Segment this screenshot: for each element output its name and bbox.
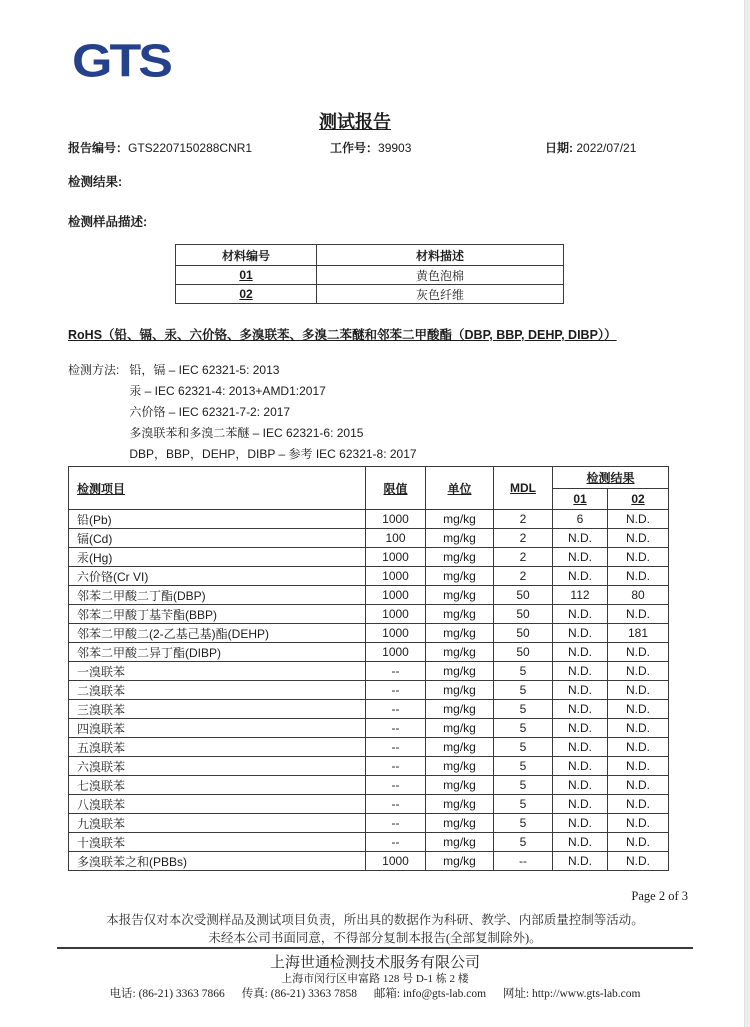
test-item: 十溴联苯 [69,833,366,852]
limit-value: -- [366,719,426,738]
result-02-value: 181 [608,624,669,643]
unit-value: mg/kg [426,586,494,605]
result-row [69,548,669,567]
mdl-value: 50 [494,624,553,643]
unit-value: mg/kg [426,757,494,776]
result-02-value: N.D. [608,700,669,719]
result-01-value: 6 [553,510,608,529]
company-address: 上海市闵行区申富路 128 号 D-1 栋 2 楼 [281,973,469,985]
result-row [69,510,669,529]
unit-value: mg/kg [426,529,494,548]
result-01-value: N.D. [553,643,608,662]
test-item: 六价铬(Cr VI) [69,567,366,586]
material-no-header: 材料编号 [176,245,317,266]
test-method-block [68,360,417,465]
result-01-value: N.D. [553,833,608,852]
unit-value: mg/kg [426,795,494,814]
result-01-value: N.D. [553,757,608,776]
test-item: 邻苯二甲酸二异丁酯(DIBP) [69,643,366,662]
result-01-value: 112 [553,586,608,605]
result-02-value: N.D. [608,776,669,795]
result-02-value: 80 [608,586,669,605]
test-item: 汞(Hg) [69,548,366,567]
unit-value: mg/kg [426,852,494,871]
result-01-value: N.D. [553,814,608,833]
unit-column-header: 单位 [426,467,494,510]
mdl-value: 50 [494,643,553,662]
test-item: 邻苯二甲酸二丁酯(DBP) [69,586,366,605]
result-row [69,757,669,776]
unit-value: mg/kg [426,776,494,795]
unit-value: mg/kg [426,833,494,852]
result-02-value: N.D. [608,738,669,757]
result-02-value: N.D. [608,833,669,852]
unit-value: mg/kg [426,662,494,681]
sample-01-header: 01 [553,489,608,510]
mdl-value: 5 [494,833,553,852]
result-row [69,814,669,833]
test-item: 镉(Cd) [69,529,366,548]
limit-value: -- [366,662,426,681]
result-02-value: N.D. [608,643,669,662]
result-row [69,795,669,814]
item-column-header: 检测项目 [69,467,366,510]
limit-value: -- [366,776,426,795]
mdl-value: 5 [494,738,553,757]
result-row [69,700,669,719]
mdl-value: 50 [494,586,553,605]
test-method-line: 铅，镉 – IEC 62321-5: 2013 [129,363,280,377]
job-number [330,139,411,156]
mdl-value: 5 [494,700,553,719]
result-row [69,852,669,871]
test-item: 五溴联苯 [69,738,366,757]
page-number: Page 2 of 3 [631,889,688,903]
result-row [69,643,669,662]
limit-value: -- [366,738,426,757]
limit-value: 1000 [366,510,426,529]
material-desc-header: 材料描述 [317,245,564,266]
limit-value: -- [366,681,426,700]
mdl-value: 2 [494,510,553,529]
test-item: 九溴联苯 [69,814,366,833]
result-02-value: N.D. [608,662,669,681]
mdl-column-header: MDL [494,467,553,510]
report-number [68,139,252,156]
material-desc: 灰色纤维 [317,285,564,304]
unit-value: mg/kg [426,738,494,757]
limit-value: 1000 [366,624,426,643]
test-item: 邻苯二甲酸二(2-乙基己基)酯(DEHP) [69,624,366,643]
job-number-value: 39903 [378,141,412,155]
test-item: 二溴联苯 [69,681,366,700]
material-row [176,285,564,304]
test-item: 八溴联苯 [69,795,366,814]
result-01-value: N.D. [553,852,608,871]
result-01-value: N.D. [553,567,608,586]
mdl-value: 2 [494,548,553,567]
limit-value: -- [366,700,426,719]
unit-value: mg/kg [426,510,494,529]
report-number-value: GTS2207150288CNR1 [128,141,253,155]
mdl-value: 5 [494,719,553,738]
test-method-line: 六价铬 – IEC 62321-7-2: 2017 [129,405,291,419]
mdl-value: 5 [494,757,553,776]
mdl-value: 5 [494,776,553,795]
result-01-value: N.D. [553,548,608,567]
mdl-value: 50 [494,605,553,624]
result-row [69,681,669,700]
limit-value: 1000 [366,643,426,662]
company-contact [0,985,750,1001]
result-01-value: N.D. [553,719,608,738]
limit-value: 1000 [366,605,426,624]
result-02-value: N.D. [608,548,669,567]
result-row [69,719,669,738]
mdl-value: 5 [494,814,553,833]
mdl-value: 5 [494,795,553,814]
material-desc: 黄色泡棉 [317,266,564,285]
result-02-value: N.D. [608,529,669,548]
limit-value: -- [366,757,426,776]
result-01-value: N.D. [553,662,608,681]
result-01-value: N.D. [553,529,608,548]
result-02-value: N.D. [608,567,669,586]
limit-column-header: 限值 [366,467,426,510]
mdl-value: 5 [494,662,553,681]
test-item: 多溴联苯之和(PBBs) [69,852,366,871]
test-method-lines [129,360,416,465]
result-01-value: N.D. [553,795,608,814]
result-01-value: N.D. [553,624,608,643]
result-row [69,833,669,852]
limit-value: -- [366,833,426,852]
result-row [69,586,669,605]
result-row [69,567,669,586]
result-01-value: N.D. [553,605,608,624]
contact-segment: 电话: (86-21) 3363 7866 [109,988,225,1000]
rohs-heading: RoHS（铅、镉、汞、六价铬、多溴联苯、多溴二苯醚和邻苯二甲酸酯（DBP, BBP, DEHP, DIBP）） [68,328,617,342]
report-date-value: 2022/07/21 [576,141,637,155]
result-column-header: 检测结果 [553,467,669,489]
limit-value: -- [366,795,426,814]
result-section-label: 检测结果: [68,175,123,189]
unit-value: mg/kg [426,681,494,700]
limit-value: 1000 [366,586,426,605]
result-row [69,738,669,757]
material-table [175,244,564,304]
company-name: 上海世通检测技术服务有限公司 [269,955,480,971]
page-title: 测试报告 [319,112,391,132]
unit-value: mg/kg [426,643,494,662]
result-row [69,624,669,643]
sample-description-label: 检测样品描述: [68,215,148,229]
sample-02-header: 02 [608,489,669,510]
report-number-label: 报告编号： [68,141,129,155]
test-item: 铅(Pb) [69,510,366,529]
test-item: 邻苯二甲酸丁基苄酯(BBP) [69,605,366,624]
unit-value: mg/kg [426,605,494,624]
contact-segment: 网址: http://www.gts-lab.com [502,988,641,1000]
result-01-value: N.D. [553,738,608,757]
result-02-value: N.D. [608,605,669,624]
result-02-value: N.D. [608,719,669,738]
material-no: 01 [176,266,317,285]
disclaimer-line-2: 未经本公司书面同意，不得部分复制本报告(全部复制除外)。 [208,931,542,945]
test-item: 一溴联苯 [69,662,366,681]
result-row [69,605,669,624]
result-02-value: N.D. [608,814,669,833]
mdl-value: 2 [494,529,553,548]
limit-value: 1000 [366,567,426,586]
disclaimer [0,911,750,947]
limit-value: 1000 [366,548,426,567]
test-method-line: 汞 – IEC 62321-4: 2013+AMD1:2017 [129,384,326,398]
result-01-value: N.D. [553,776,608,795]
result-header-row [69,467,669,489]
contact-segment: 传真: (86-21) 3363 7858 [241,988,357,1000]
result-row [69,529,669,548]
material-no: 02 [176,285,317,304]
test-method-label: 检测方法: [68,363,120,377]
result-row [69,776,669,795]
result-02-value: N.D. [608,510,669,529]
job-number-label: 工作号： [330,141,379,155]
unit-value: mg/kg [426,814,494,833]
unit-value: mg/kg [426,624,494,643]
material-row [176,266,564,285]
unit-value: mg/kg [426,548,494,567]
unit-value: mg/kg [426,567,494,586]
result-02-value: N.D. [608,757,669,776]
mdl-value: 2 [494,567,553,586]
test-item: 三溴联苯 [69,700,366,719]
result-01-value: N.D. [553,700,608,719]
material-header-row [176,245,564,266]
result-02-value: N.D. [608,795,669,814]
disclaimer-line-1: 本报告仅对本次受测样品及测试项目负责，所出具的数据作为科研、教学、内部质量控制等活动。 [106,913,644,927]
mdl-value: -- [494,852,553,871]
result-table [68,466,669,871]
test-method-line: DBP，BBP，DEHP，DIBP – 参考 IEC 62321-8: 2017 [129,447,417,461]
report-date-label: 日期: [545,141,573,155]
unit-value: mg/kg [426,719,494,738]
limit-value: 1000 [366,852,426,871]
result-02-value: N.D. [608,852,669,871]
test-item: 六溴联苯 [69,757,366,776]
report-date [545,139,636,156]
result-row [69,662,669,681]
test-method-line: 多溴联苯和多溴二苯醚 – IEC 62321-6: 2015 [129,426,364,440]
result-02-value: N.D. [608,681,669,700]
contact-segment: 邮箱: info@gts-lab.com [373,988,487,1000]
unit-value: mg/kg [426,700,494,719]
limit-value: -- [366,814,426,833]
footer-divider [57,947,693,949]
test-item: 四溴联苯 [69,719,366,738]
gts-logo: GTS [72,34,170,88]
mdl-value: 5 [494,681,553,700]
result-01-value: N.D. [553,681,608,700]
limit-value: 100 [366,529,426,548]
test-item: 七溴联苯 [69,776,366,795]
